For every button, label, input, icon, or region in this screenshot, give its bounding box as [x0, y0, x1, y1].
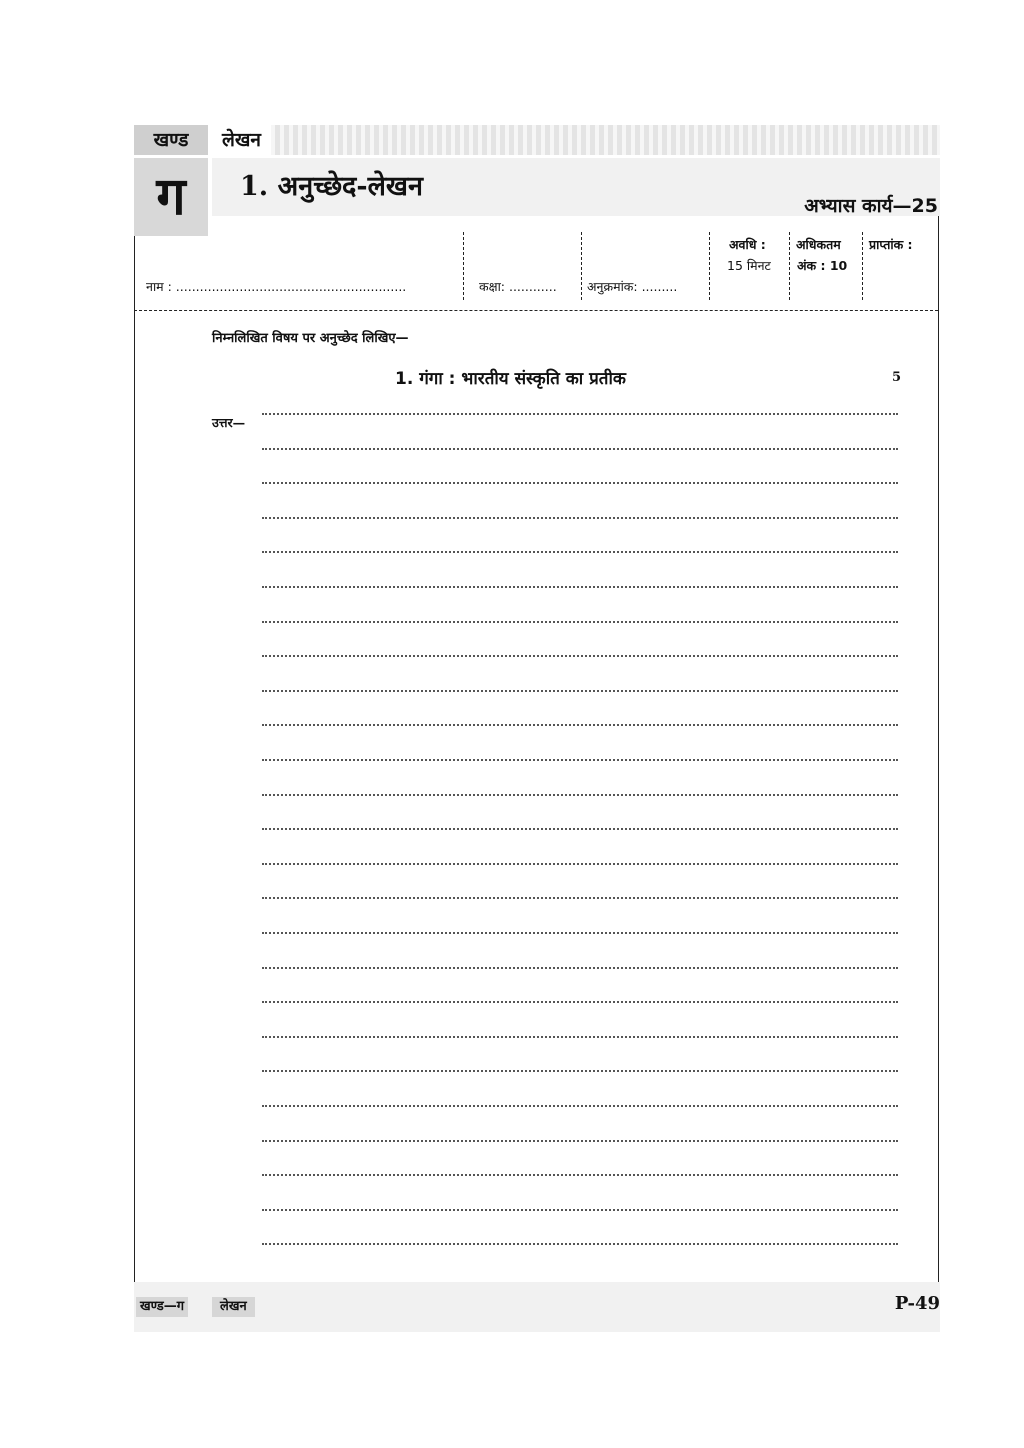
footer-section-name: लेखन: [212, 1297, 255, 1317]
answer-line: [262, 897, 898, 899]
page-number: P-49: [894, 1293, 940, 1314]
answer-line: [262, 1243, 898, 1245]
answer-line: [262, 1140, 898, 1142]
max-marks-label: अधिकतम: [796, 237, 841, 252]
instruction-text: निम्नलिखित विषय पर अनुच्छेद लिखिए—: [212, 331, 409, 346]
divider-1: [463, 232, 464, 300]
answer-line: [262, 794, 898, 796]
question-title: 1. गंगा : भारतीय संस्कृति का प्रतीक: [395, 369, 626, 389]
answer-line: [262, 413, 898, 415]
answer-line: [262, 482, 898, 484]
duration-value: 15 मिनट: [727, 258, 771, 273]
info-row-separator: [134, 310, 938, 311]
frame-left-line: [134, 236, 135, 1282]
roll-field: अनुक्रमांक: .........: [587, 279, 678, 294]
answer-line: [262, 828, 898, 830]
footer-band: [134, 1282, 940, 1332]
divider-3: [709, 232, 710, 300]
class-field: कक्षा: ............: [479, 279, 557, 294]
answer-line: [262, 1070, 898, 1072]
answer-line: [262, 551, 898, 553]
answer-line: [262, 1001, 898, 1003]
answer-line: [262, 863, 898, 865]
section-name: लेखन: [212, 125, 271, 155]
answer-line: [262, 932, 898, 934]
frame-right-line: [938, 216, 939, 1282]
answer-line: [262, 724, 898, 726]
max-marks-value: अंक : 10: [797, 258, 848, 273]
section-label: खण्ड: [134, 125, 208, 155]
answer-line: [262, 448, 898, 450]
answer-line: [262, 517, 898, 519]
answer-label: उत्तर—: [212, 415, 246, 430]
footer-section: खण्ड—ग: [136, 1297, 188, 1317]
answer-line: [262, 1209, 898, 1211]
answer-line: [262, 967, 898, 969]
name-field: नाम : ..........................................................: [146, 279, 407, 294]
header-stripe: [212, 125, 940, 155]
divider-5: [862, 232, 863, 300]
exercise-number: अभ्यास कार्य—25: [804, 195, 938, 217]
answer-line: [262, 586, 898, 588]
divider-2: [581, 232, 582, 300]
obtained-marks-label: प्राप्तांक :: [869, 237, 913, 252]
divider-4: [789, 232, 790, 300]
answer-line: [262, 1174, 898, 1176]
answer-line: [262, 690, 898, 692]
answer-line: [262, 759, 898, 761]
question-marks: 5: [892, 370, 902, 385]
answer-line: [262, 1105, 898, 1107]
answer-line: [262, 655, 898, 657]
section-letter: ग: [134, 158, 208, 236]
page-title: 1. अनुच्छेद-लेखन: [240, 171, 423, 202]
answer-line: [262, 621, 898, 623]
answer-line: [262, 1036, 898, 1038]
duration-label: अवधि :: [729, 237, 766, 252]
